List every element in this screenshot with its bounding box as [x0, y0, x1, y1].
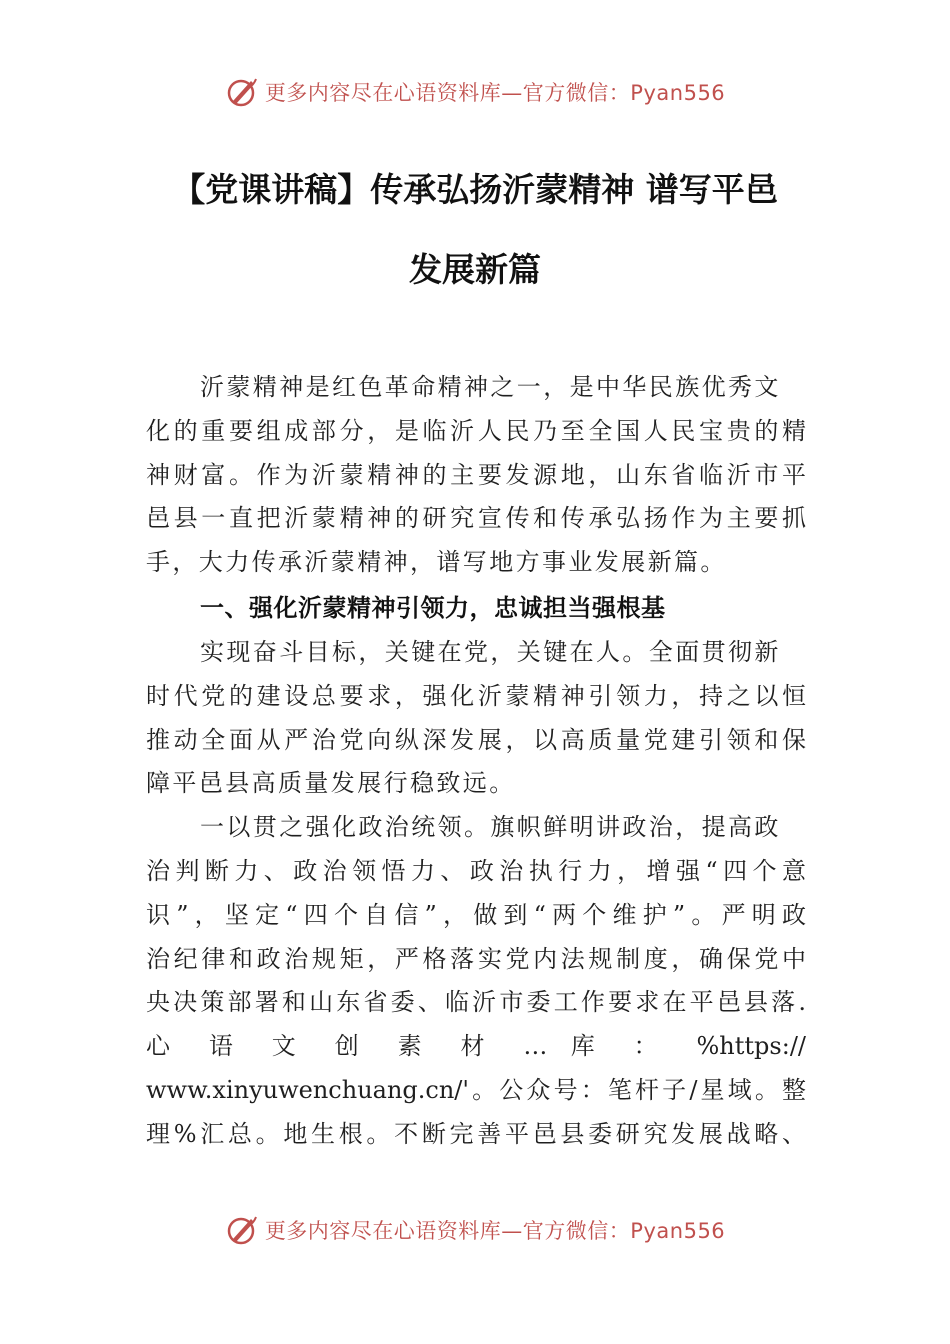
- paragraph-line: 邑县一直把沂蒙精神的研究宣传和传承弘扬作为主要抓: [146, 504, 806, 533]
- page-title: [100, 150, 850, 310]
- paragraph-line: 理%汇总。地生根。不断完善平邑县委研究发展战略、: [146, 1119, 806, 1148]
- pen-quill-circle-icon: [225, 75, 259, 109]
- paragraph-line: 央决策部署和山东省委、临沂市委工作要求在平邑县落.: [146, 988, 806, 1017]
- paragraph-line: 障平邑县高质量发展行稳致远。: [146, 769, 516, 798]
- watermark-text: 更多内容尽在心语资料库—官方微信：Pyan556: [264, 1219, 726, 1243]
- paragraph-line: 心 语 文 创 素 材 … 库 ： %https://: [146, 1032, 806, 1061]
- paragraph-line: www.xinyuwenchuang.cn/'。公众号：笔杆子/星域。整: [146, 1075, 806, 1104]
- paragraph-line: 时代党的建设总要求，强化沂蒙精神引领力，持之以恒: [146, 681, 806, 710]
- paragraph-line: 推动全面从严治党向纵深发展，以高质量党建引领和保: [146, 725, 806, 754]
- paragraph-line: 化的重要组成部分，是临沂人民乃至全国人民宝贵的精: [146, 416, 806, 445]
- title-line-1: 【党课讲稿】传承弘扬沂蒙精神 谱写平邑: [172, 170, 778, 209]
- section-heading: 一、强化沂蒙精神引领力，忠诚担当强根基: [200, 593, 666, 622]
- paragraph-line: 治纪律和政治规矩，严格落实党内法规制度，确保党中: [146, 944, 806, 973]
- paragraph-line: 神财富。作为沂蒙精神的主要发源地，山东省临沂市平: [146, 460, 806, 489]
- watermark-text: 更多内容尽在心语资料库—官方微信：Pyan556: [264, 81, 726, 105]
- paragraph-line: 实现奋斗目标，关键在党，关键在人。全面贯彻新: [200, 637, 781, 666]
- pen-quill-circle-icon: [225, 1213, 259, 1247]
- paragraph-line: 手，大力传承沂蒙精神，谱写地方事业发展新篇。: [146, 548, 727, 577]
- header-watermark: [0, 72, 950, 112]
- paragraph-line: 一以贯之强化政治统领。旗帜鲜明讲政治，提高政: [200, 813, 781, 842]
- paragraph-line: 识”，坚定“四个自信”，做到“两个维护”。严明政: [146, 900, 806, 929]
- footer-watermark: [0, 1210, 950, 1250]
- paragraph-line: 治判断力、政治领悟力、政治执行力，增强“四个意: [146, 856, 806, 885]
- title-line-2: 发展新篇: [409, 250, 541, 289]
- document-body: [146, 366, 806, 1157]
- paragraph-line: 沂蒙精神是红色革命精神之一，是中华民族优秀文: [200, 373, 781, 401]
